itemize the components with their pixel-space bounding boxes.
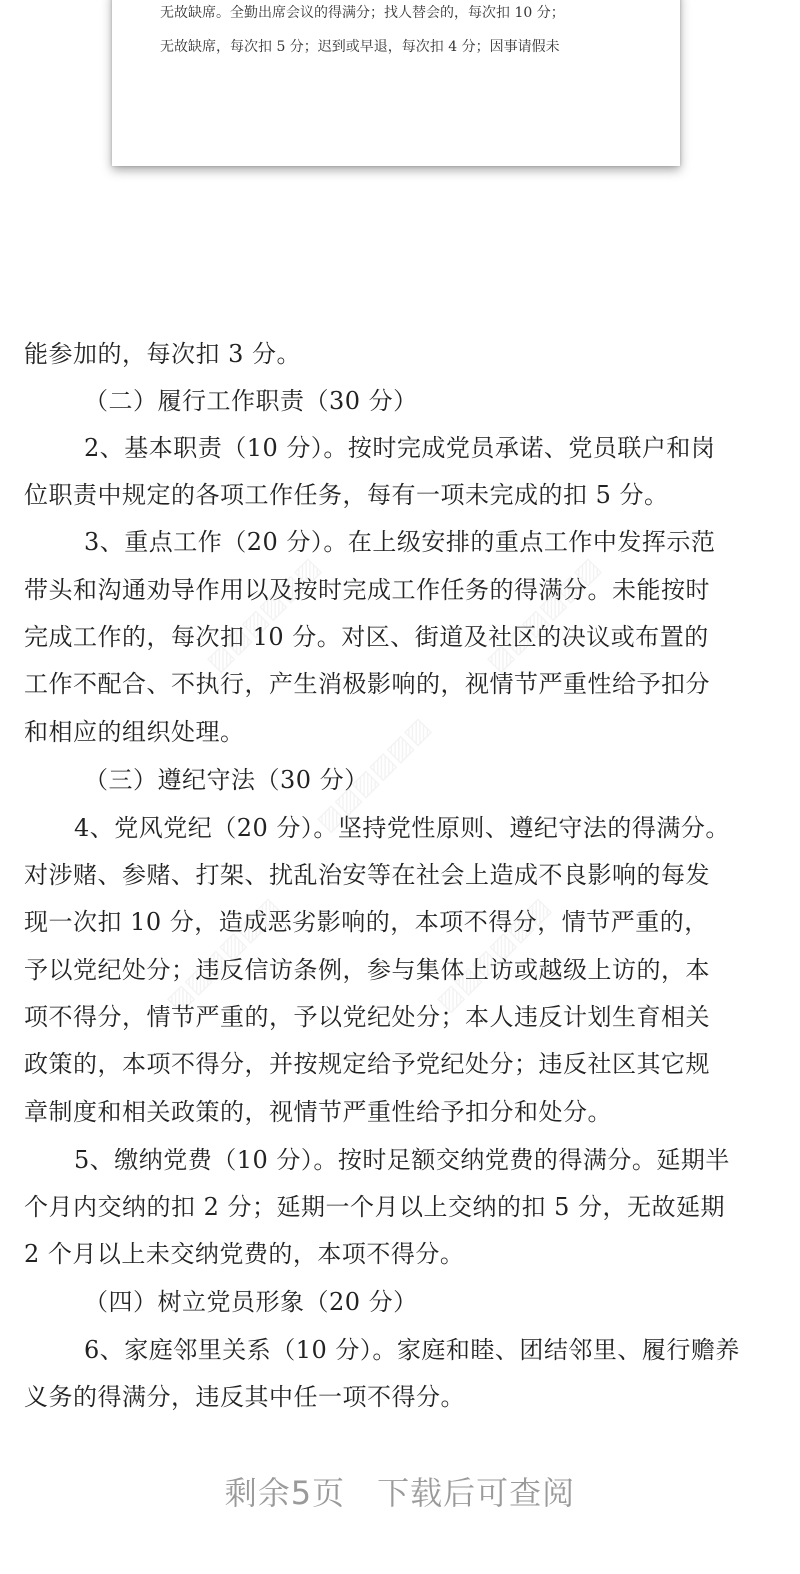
page-preview-card <box>112 0 680 166</box>
card-text-line: 无故缺席。全勤出席会议的得满分；找人替会的，每次扣 10 分； <box>160 5 565 21</box>
paragraph-line: 现一次扣 10 分，造成恶劣影响的，本项不得分，情节严重的， <box>24 908 709 936</box>
remaining-pages-label[interactable]: 剩余5页 <box>224 1474 346 1512</box>
paragraph-line: 项不得分，情节严重的，予以党纪处分；本人违反计划生育相关 <box>24 1003 710 1031</box>
paragraph-line: 完成工作的，每次扣 10 分。对区、街道及社区的决议或布置的 <box>24 623 709 651</box>
paragraph-line: 5、缴纳党费（10 分）。按时足额交纳党费的得满分。延期半 <box>74 1146 730 1174</box>
section-heading: （四）树立党员形象（20 分） <box>84 1288 418 1316</box>
paragraph-line: 带头和沟通劝导作用以及按时完成工作任务的得满分。未能按时 <box>24 576 710 604</box>
paragraph-line: 予以党纪处分；违反信访条例，参与集体上访或越级上访的，本 <box>24 956 710 984</box>
paragraph-line: 义务的得满分，违反其中任一项不得分。 <box>24 1383 465 1411</box>
paragraph-line: 4、党风党纪（20 分）。坚持党性原则、遵纪守法的得满分。 <box>74 814 730 842</box>
card-text-line: 无故缺席，每次扣 5 分；迟到或早退，每次扣 4 分；因事请假未 <box>160 39 560 55</box>
paragraph-line: 对涉赌、参赌、打架、扰乱治安等在社会上造成不良影响的每发 <box>24 861 710 889</box>
download-to-view-label[interactable]: 下载后可查阅 <box>377 1474 576 1512</box>
paragraph-line: 2 个月以上未交纳党费的，本项不得分。 <box>24 1240 465 1268</box>
paragraph-line: 2、基本职责（10 分）。按时完成党员承诺、党员联户和岗 <box>84 434 716 462</box>
download-prompt-banner[interactable] <box>0 1468 800 1514</box>
paragraph-line: 位职责中规定的各项工作任务，每有一项未完成的扣 5 分。 <box>24 481 669 509</box>
paragraph-line: 章制度和相关政策的，视情节严重性给予扣分和处分。 <box>24 1098 612 1126</box>
paragraph-line: 3、重点工作（20 分）。在上级安排的重点工作中发挥示范 <box>84 528 716 556</box>
paragraph-line: 和相应的组织处理。 <box>24 718 245 746</box>
paragraph-line: 政策的，本项不得分，并按规定给予党纪处分；违反社区其它规 <box>24 1050 710 1078</box>
paragraph-line: 个月内交纳的扣 2 分；延期一个月以上交纳的扣 5 分，无故延期 <box>24 1193 726 1221</box>
section-heading: （三）遵纪守法（30 分） <box>84 766 369 794</box>
paragraph-line: 工作不配合、不执行，产生消极影响的，视情节严重性给予扣分 <box>24 670 710 698</box>
section-heading: （二）履行工作职责（30 分） <box>84 387 418 415</box>
paragraph-line: 6、家庭邻里关系（10 分）。家庭和睦、团结邻里、履行赡养 <box>84 1336 740 1364</box>
paragraph-line: 能参加的，每次扣 3 分。 <box>24 340 302 368</box>
